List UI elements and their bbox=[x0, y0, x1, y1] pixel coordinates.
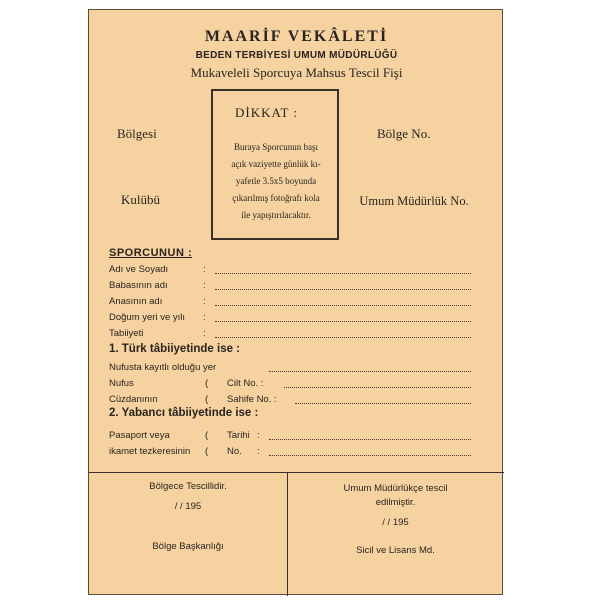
directorate-registered-text: Umum Müdürlükçe tescil bbox=[343, 483, 448, 494]
registered-place-label: Nufusta kayıtlı olduğu yer bbox=[109, 362, 217, 373]
field-row-nationality bbox=[109, 328, 479, 342]
field-row-birth bbox=[109, 312, 479, 326]
photo-instruction-line: Buraya Sporcunun başı bbox=[234, 142, 318, 152]
date-label: Tarihi bbox=[227, 430, 250, 441]
field-colon: : bbox=[203, 296, 206, 307]
form-subtitle: Mukaveleli Sporcuya Mahsus Tescil Fişi bbox=[190, 65, 403, 80]
registered-place-row bbox=[109, 362, 479, 376]
field-colon: : bbox=[257, 446, 260, 457]
mother-name-line[interactable] bbox=[215, 305, 471, 306]
directorate-date: / / 195 bbox=[382, 517, 409, 528]
volume-label: Cilt No. : bbox=[227, 378, 264, 389]
foreign-section-heading: 2. Yabancı tâbiiyetinde ise : bbox=[109, 407, 259, 419]
field-label: Babasının adı bbox=[109, 280, 168, 291]
name-line[interactable] bbox=[215, 273, 471, 274]
wallet-label: Cüzdanının bbox=[109, 394, 158, 405]
bottom-divider bbox=[89, 472, 504, 473]
turkish-section-heading: 1. Türk tâbiiyetinde ise : bbox=[109, 343, 241, 355]
region-number-label: Bölge No. bbox=[377, 126, 431, 141]
brace-glyph: ( bbox=[205, 446, 209, 457]
photo-instructions bbox=[221, 139, 331, 224]
number-line[interactable] bbox=[269, 455, 471, 456]
photo-instruction-line: çıkarılmış fotoğrafı kola bbox=[232, 193, 320, 203]
birth-line[interactable] bbox=[215, 321, 471, 322]
club-label: Kulübü bbox=[121, 192, 160, 207]
passport-date-row bbox=[109, 430, 479, 444]
photo-instruction-line: ile yapıştırılacaktır. bbox=[241, 210, 311, 220]
registration-card bbox=[88, 9, 503, 595]
page-line[interactable] bbox=[295, 403, 471, 404]
number-label: No. bbox=[227, 446, 242, 457]
field-colon: : bbox=[203, 328, 206, 339]
field-colon: : bbox=[203, 264, 206, 275]
field-label: Adı ve Soyadı bbox=[109, 264, 169, 275]
photo-instruction-line: açık vaziyette günlük kı- bbox=[231, 159, 321, 169]
region-signer: Bölge Başkanlığı bbox=[152, 541, 224, 552]
page-title: MAARİF VEKÂLETİ bbox=[204, 28, 389, 45]
region-registered-text: Bölgece Tescillidir. bbox=[149, 481, 227, 492]
volume-line[interactable] bbox=[284, 387, 471, 388]
date-line[interactable] bbox=[269, 439, 471, 440]
field-colon: : bbox=[203, 312, 206, 323]
photo-box bbox=[211, 89, 339, 240]
brace-glyph: ( bbox=[205, 378, 209, 389]
directorate-subtitle: BEDEN TERBİYESİ UMUM MÜDÜRLÜĞÜ bbox=[195, 50, 398, 61]
directorate-number-label: Umum Müdürlük No. bbox=[359, 194, 469, 208]
athlete-heading: SPORCUNUN : bbox=[109, 247, 193, 259]
page-row bbox=[109, 394, 479, 408]
brace-glyph: ( bbox=[205, 430, 209, 441]
region-label: Bölgesi bbox=[117, 126, 157, 141]
field-colon: : bbox=[203, 280, 206, 291]
brace-glyph: ( bbox=[205, 394, 209, 405]
photo-box-heading: DİKKAT : bbox=[235, 105, 299, 120]
directorate-registered-text-2: edilmiştir. bbox=[375, 497, 416, 508]
page-label: Sahife No. : bbox=[227, 394, 277, 405]
field-label: Doğum yeri ve yılı bbox=[109, 312, 186, 323]
field-colon: : bbox=[257, 430, 260, 441]
field-label: Tabiiyeti bbox=[109, 328, 144, 339]
photo-instruction-line: yafetle 3.5x5 boyunda bbox=[235, 176, 317, 186]
passport-label: Pasaport veya bbox=[109, 430, 170, 441]
field-row-name bbox=[109, 264, 479, 278]
region-date: / / 195 bbox=[174, 501, 202, 512]
residence-label: ikamet tezkeresinin bbox=[109, 446, 191, 457]
volume-row bbox=[109, 378, 479, 392]
population-label: Nufus bbox=[109, 378, 134, 389]
directorate-signer: Sicil ve Lisans Md. bbox=[356, 545, 435, 556]
field-label: Anasının adı bbox=[109, 296, 163, 307]
field-row-father bbox=[109, 280, 479, 294]
nationality-line[interactable] bbox=[215, 337, 471, 338]
registered-place-line[interactable] bbox=[269, 371, 471, 372]
father-name-line[interactable] bbox=[215, 289, 471, 290]
residence-no-row bbox=[109, 446, 479, 460]
field-row-mother bbox=[109, 296, 479, 310]
